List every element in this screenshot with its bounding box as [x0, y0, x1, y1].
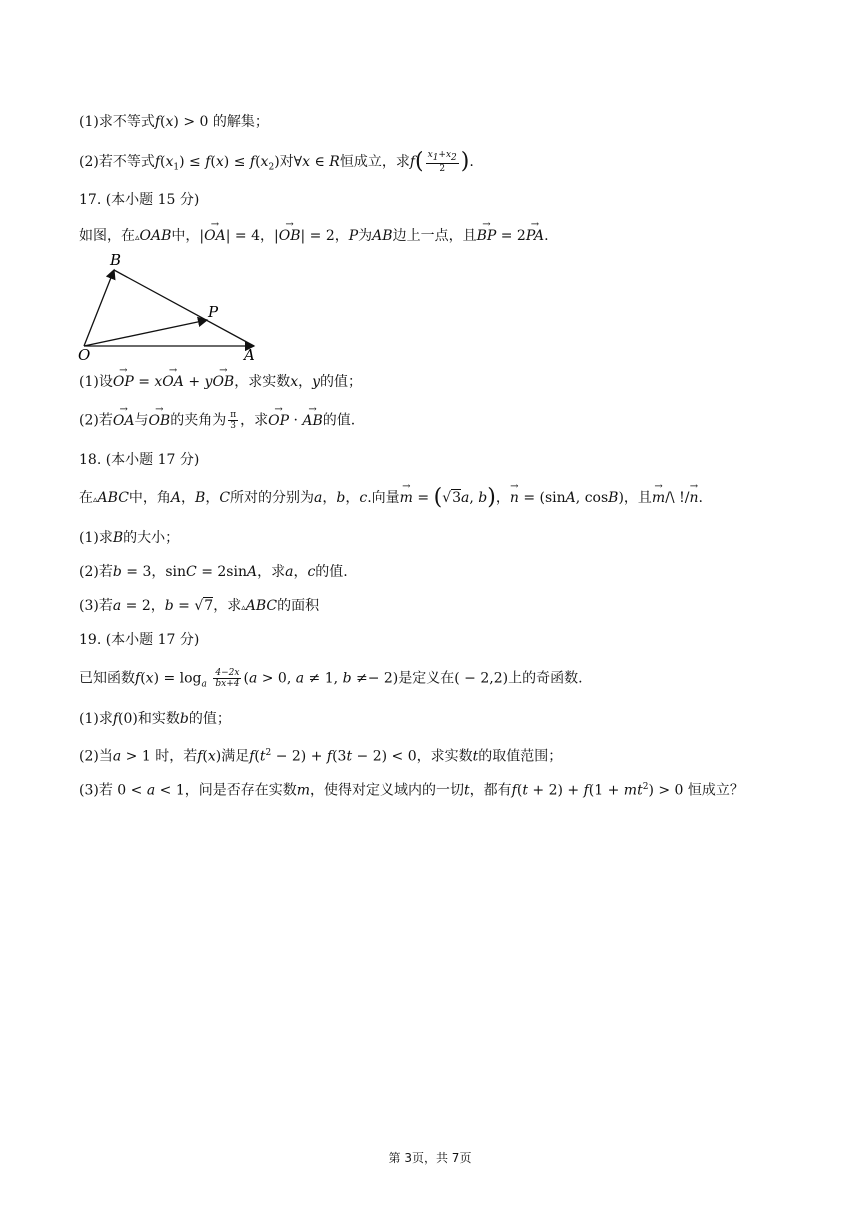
vector-ob: [84, 270, 114, 346]
label-o: O: [78, 346, 91, 362]
q16-part2: (2)若不等式$f(x_1) \le f(x) \le f(x_2)$对∀x ∈ R恒成立，求f( $\frac{x_1+x_2}{2}$ ).: [79, 148, 474, 174]
q18-intro: 在▵ABC中，角A，B，C所对的分别为a，b，c.向量m → = (√3a, b)，n → = (sinA, cosB)，且m →/\ !/n →.: [79, 488, 703, 510]
q18-heading: 18. (本小题 17 分): [79, 452, 200, 468]
q17-heading: 17. (本小题 15 分): [79, 192, 200, 208]
q19-heading: 19. (本小题 17 分): [79, 632, 200, 648]
triangle-figure: [74, 250, 274, 362]
q18-part2: (2)若b = 3，sinC = 2sinA，求a，c的值.: [79, 564, 348, 580]
page-footer: 第 3页，共 7页: [388, 1151, 472, 1165]
q19-part2: (2)当a > 1 时，若f(x)满足$f(t^2 - 2) + f(3t - 2) < 0$，求实数t的取值范围；: [79, 748, 563, 765]
vector-op: [84, 320, 207, 346]
q17-intro: 如图，在▵OAB中，|OA →| = 4，|OB →| = 2，P为AB边上一点，且BP → = 2PA →.: [79, 226, 549, 248]
label-b: B: [110, 251, 122, 269]
q19-intro: 已知函数$f(x) = \log_a$ $\frac{4-2x}{bx+4}$ (a > 0, a ≠ 1, b ≠− 2)是定义在( − 2,2)上的奇函数.: [79, 668, 583, 690]
q18-part3: (3)若a = 2，b = √7，求▵ABC的面积: [79, 598, 320, 614]
q19-part1: (1)求f(0)和实数b的值；: [79, 711, 231, 727]
label-p: P: [208, 303, 219, 321]
q18-part1: (1)求B的大小；: [79, 530, 180, 546]
q16-part1: (1)求不等式f(x) > 0 的解集；: [79, 114, 269, 130]
label-a: A: [244, 346, 255, 362]
q17-part1: (1)设OP → = xOA → + yOB →，求实数x，y的值；: [79, 372, 362, 392]
q19-part3: (3)若 0 < a < 1，问是否存在实数m，使得对定义域内的一切t，都有$f(t + 2) + f(1 + mt^2) > 0$ 恒成立？: [79, 782, 744, 799]
q17-part2: (2)若OA →与OB →的夹角为 $\frac{\pi}{3}$ ，求OP → · AB →的值.: [79, 410, 355, 431]
